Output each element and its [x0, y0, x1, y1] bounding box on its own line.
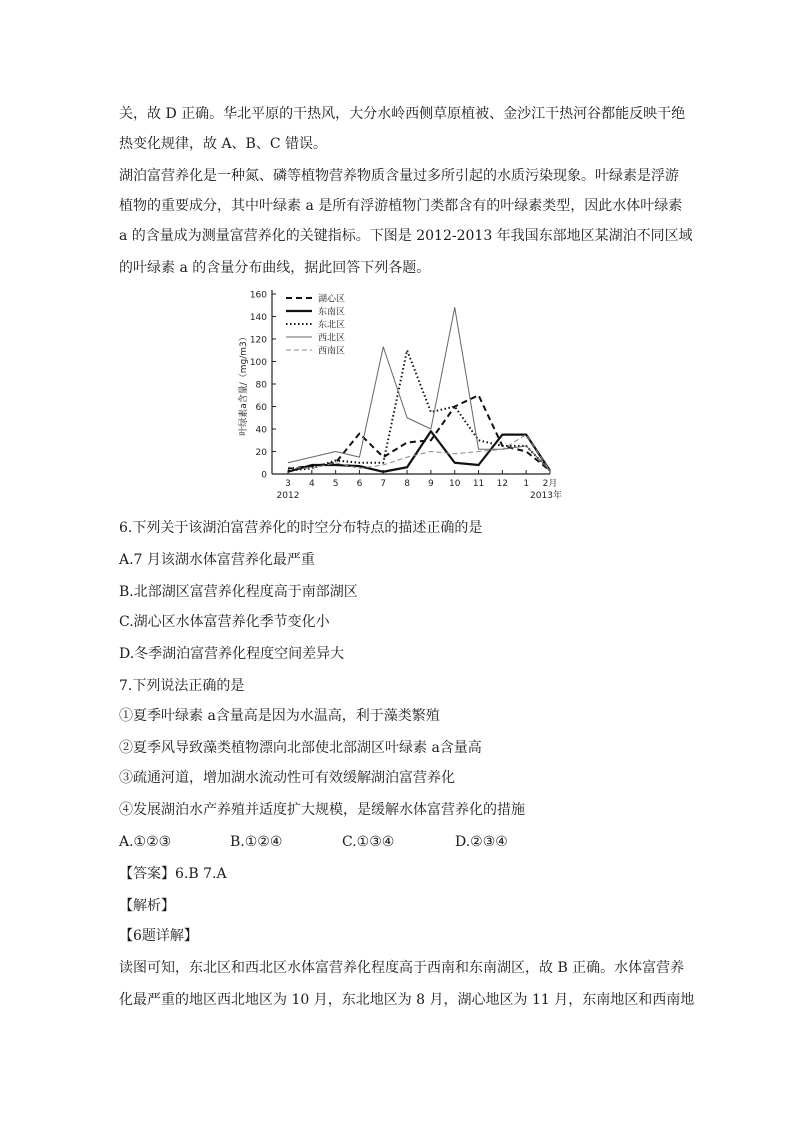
y-tick-label: 100 [249, 358, 267, 368]
q7-statement-4: ④发展湖泊水产养殖并适度扩大规模，是缓解水体富营养化的措施 [119, 802, 525, 818]
q6-option-b: B.北部湖区富营养化程度高于南部湖区 [119, 584, 358, 600]
y-tick-label: 0 [261, 470, 267, 481]
text-line: 湖泊富营养化是一种氮、磷等植物营养物质含量过多所引起的水质污染现象。叶绿素是浮游 [119, 168, 679, 184]
y-tick-label: 20 [255, 448, 267, 458]
x-tick-label: 8 [404, 479, 410, 489]
legend-label: 西北区 [318, 333, 346, 344]
series-line [288, 431, 550, 472]
y-tick-label: 120 [249, 335, 267, 346]
explanation-line: 读图可知，东北区和西北区水体富营养化程度高于西南和东南湖区，故 B 正确。水体富营养 [119, 960, 685, 976]
q7-statement-2: ②夏季风导致藻类植物漂向北部使北部湖区叶绿素 a含量高 [119, 740, 482, 756]
legend-label: 西南区 [318, 346, 346, 357]
y-tick-label: 140 [249, 313, 267, 323]
legend-label: 东北区 [318, 320, 346, 331]
text-line: 关，故 D 正确。华北平原的干热风，大分水岭西侧草原植被、金沙江干热河谷都能反映干绝 [119, 106, 686, 122]
year-label-end: 2013年 [530, 491, 562, 501]
x-tick-label: 7 [380, 479, 387, 489]
text-line: a 的含量成为测量富营养化的关键指标。下图是 2012-2013 年我国东部地区某湖泊不同区域 [119, 228, 693, 244]
text-line: 植物的重要成分，其中叶绿素 a 是所有浮游植物门类都含有的叶绿素类型，因此水体叶绿素 [119, 198, 683, 214]
q6-option-a: A.7 月该湖水体富营养化最严重 [119, 552, 315, 568]
chlorophyll-chart [232, 284, 562, 514]
x-tick-label: 12 [496, 479, 509, 489]
series-line [288, 395, 550, 470]
legend-label: 东南区 [318, 307, 346, 318]
question-7: 7.下列说法正确的是 [119, 678, 245, 694]
legend-label: 湖心区 [318, 294, 346, 305]
q7-statement-1: ①夏季叶绿素 a含量高是因为水温高，利于藻类繁殖 [119, 708, 440, 724]
y-tick-label: 80 [255, 380, 267, 391]
year-label-start: 2012 [276, 491, 300, 501]
q7-option-a: A.①②③ [119, 834, 172, 850]
text-line: 的叶绿素 a 的含量分布曲线，据此回答下列各题。 [119, 260, 431, 276]
y-tick-label: 60 [255, 403, 267, 413]
detail-6-heading: 【6题详解】 [119, 928, 198, 944]
q7-statement-3: ③疏通河道，增加湖水流动性可有效缓解湖泊富营养化 [119, 770, 455, 786]
x-tick-label: 2月 [542, 479, 558, 489]
x-tick-label: 9 [428, 479, 434, 489]
x-tick-label: 11 [472, 479, 485, 489]
analysis-heading: 【解析】 [119, 898, 175, 914]
chart-svg [232, 284, 562, 514]
q7-option-c: C.①③④ [342, 834, 395, 850]
x-tick-label: 3 [285, 479, 291, 489]
x-tick-label: 6 [356, 479, 363, 489]
series-line [288, 350, 550, 470]
x-tick-label: 5 [332, 479, 339, 489]
x-tick-label: 10 [449, 479, 461, 489]
x-tick-label: 1 [523, 479, 530, 489]
y-axis-label: 叶绿素a含量/（mg/m3） [239, 332, 249, 436]
y-tick-label: 40 [255, 425, 267, 436]
q6-option-c: C.湖心区水体富营养化季节变化小 [119, 614, 330, 630]
x-tick-label: 4 [308, 479, 315, 489]
explanation-line: 化最严重的地区西北地区为 10 月，东北地区为 8 月，湖心地区为 11 月，东南地区和西南地 [119, 992, 695, 1008]
answer-line: 【答案】6.B 7.A [119, 866, 227, 882]
text-line: 热变化规律，故 A、B、C 错误。 [119, 136, 328, 152]
y-tick-label: 160 [249, 290, 267, 301]
question-6: 6.下列关于该湖泊富营养化的时空分布特点的描述正确的是 [119, 520, 483, 536]
q7-option-b: B.①②④ [230, 834, 283, 850]
q7-option-d: D.②③④ [455, 834, 508, 850]
q6-option-d: D.冬季湖泊富营养化程度空间差异大 [119, 646, 345, 662]
